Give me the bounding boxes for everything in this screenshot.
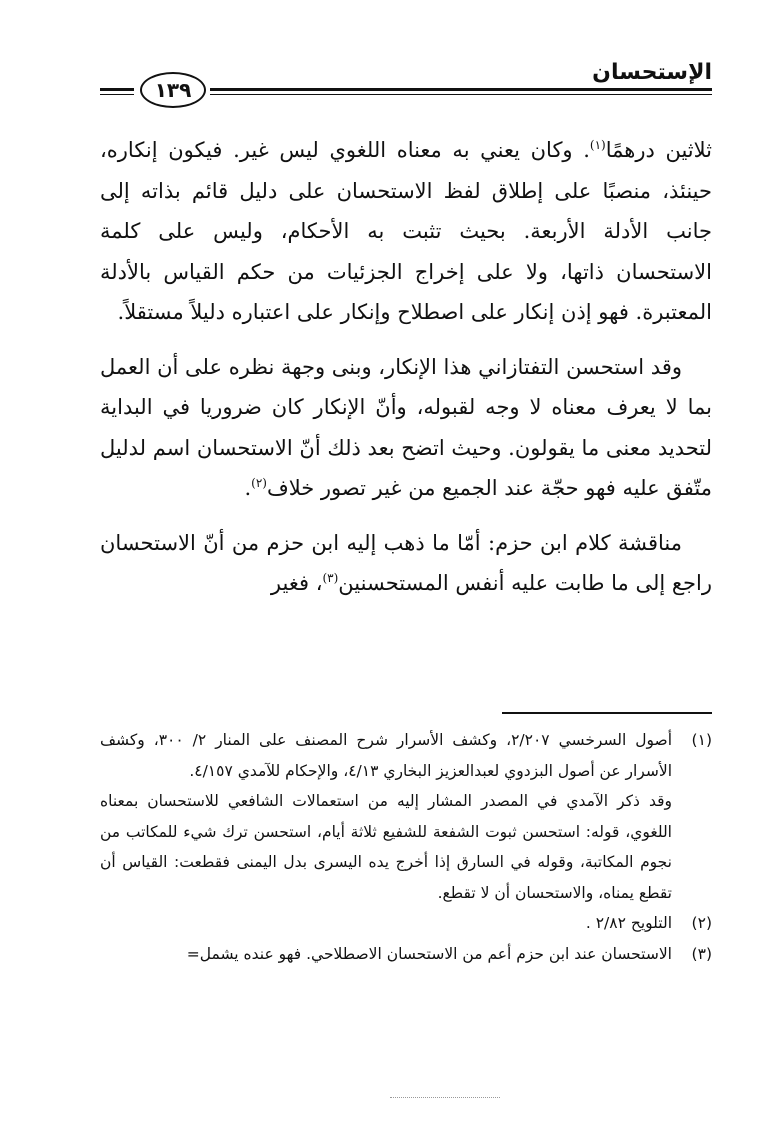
footnote-text: وقد ذكر الآمدي في المصدر المشار إليه من استعمالات الشافعي للاستحسان بمعناه اللغوي، قوله: استحسن ثبوت الشفعة للشفيع ثلاثة أيام، استحسن ترك شيء للمكاتب من نجوم المكاتبة، وقوله في السارق إذا أخرج يده اليسرى بدل اليمنى فقطعت: القياس أن تقطع يمناه، والاستحسان أن لا تقطع. bbox=[100, 792, 672, 902]
footnote-ref: (٣) bbox=[322, 571, 339, 585]
footnote-number: (٣) bbox=[691, 944, 712, 963]
paragraph-text: ثلاثين درهمًا bbox=[605, 138, 712, 162]
paragraph-text: . bbox=[244, 476, 252, 500]
page-number: ١٣٩ bbox=[140, 72, 206, 108]
page-header bbox=[100, 58, 712, 108]
footnote-divider bbox=[502, 712, 712, 714]
footnote bbox=[100, 939, 712, 970]
running-title: الإستحسان bbox=[592, 60, 712, 85]
footnotes bbox=[100, 725, 712, 969]
footnote bbox=[100, 786, 712, 908]
footnote-text: أصول السرخسي ٢/٢٠٧، وكشف الأسرار شرح المصنف على المنار ٢/ ٣٠٠، وكشف الأسرار عن أصول البزدوي لعبدالعزيز البخاري ٤/١٣، والإحكام للآمدي ٤/١٥٧. bbox=[100, 731, 673, 780]
header-rule-left bbox=[100, 88, 134, 91]
paragraph bbox=[100, 130, 712, 333]
header-rule-left-thin bbox=[100, 94, 134, 95]
paragraph bbox=[100, 523, 712, 604]
paragraph bbox=[100, 347, 712, 509]
paragraph-text: مناقشة كلام ابن حزم: أمّا ما ذهب إليه ابن حزم من أنّ الاستحسان راجع إلى ما طابت عليه أنفس المستحسنين bbox=[100, 530, 712, 595]
footnote-ref: (٢) bbox=[251, 476, 267, 490]
footnote bbox=[100, 908, 712, 939]
header-rule-thin bbox=[210, 94, 712, 95]
footnote-ref: (١) bbox=[589, 138, 606, 152]
header-rule bbox=[210, 88, 712, 91]
footnote-number: (١) bbox=[691, 731, 712, 749]
scan-artifact bbox=[390, 1097, 500, 1099]
main-text bbox=[100, 130, 712, 618]
footnote-text: التلويح ٢/٨٢ . bbox=[585, 914, 672, 932]
paragraph-text: ، فغير bbox=[270, 571, 323, 595]
paragraph-text: وقد استحسن التفتازاني هذا الإنكار، وبنى وجهة نظره على أن العمل بما لا يعرف معناه لا وجه لقبوله، وأنّ الإنكار كان ضروريا في البداية لتحديد معنى ما يقولون. وحيث اتضح بعد ذلك أنّ الاستحسان اسم لدليل متّفق عليه فهو حجّة عند الجميع من غير تصور خلاف bbox=[100, 354, 712, 500]
footnote bbox=[100, 725, 712, 786]
footnote-number: (٢) bbox=[691, 914, 712, 932]
paragraph-text: . وكان يعني به معناه اللغوي ليس غير. فيكون إنكاره، حينئذ، منصبًا على إطلاق لفظ الاستحسان على دليل قائم بذاته إلى جانب الأدلة الأربعة. بحيث تثبت به الأحكام، وليس على كلمة الاستحسان ذاتها، ولا على إخراج الجزئيات من حكم القياس بالأدلة المعتبرة. فهو إذن إنكار على اصطلاح وإنكار على اعتباره دليلاً مستقلاً. bbox=[100, 138, 712, 324]
footnote-text: الاستحسان عند ابن حزم أعم من الاستحسان الاصطلاحي. فهو عنده يشمل= bbox=[186, 944, 672, 963]
